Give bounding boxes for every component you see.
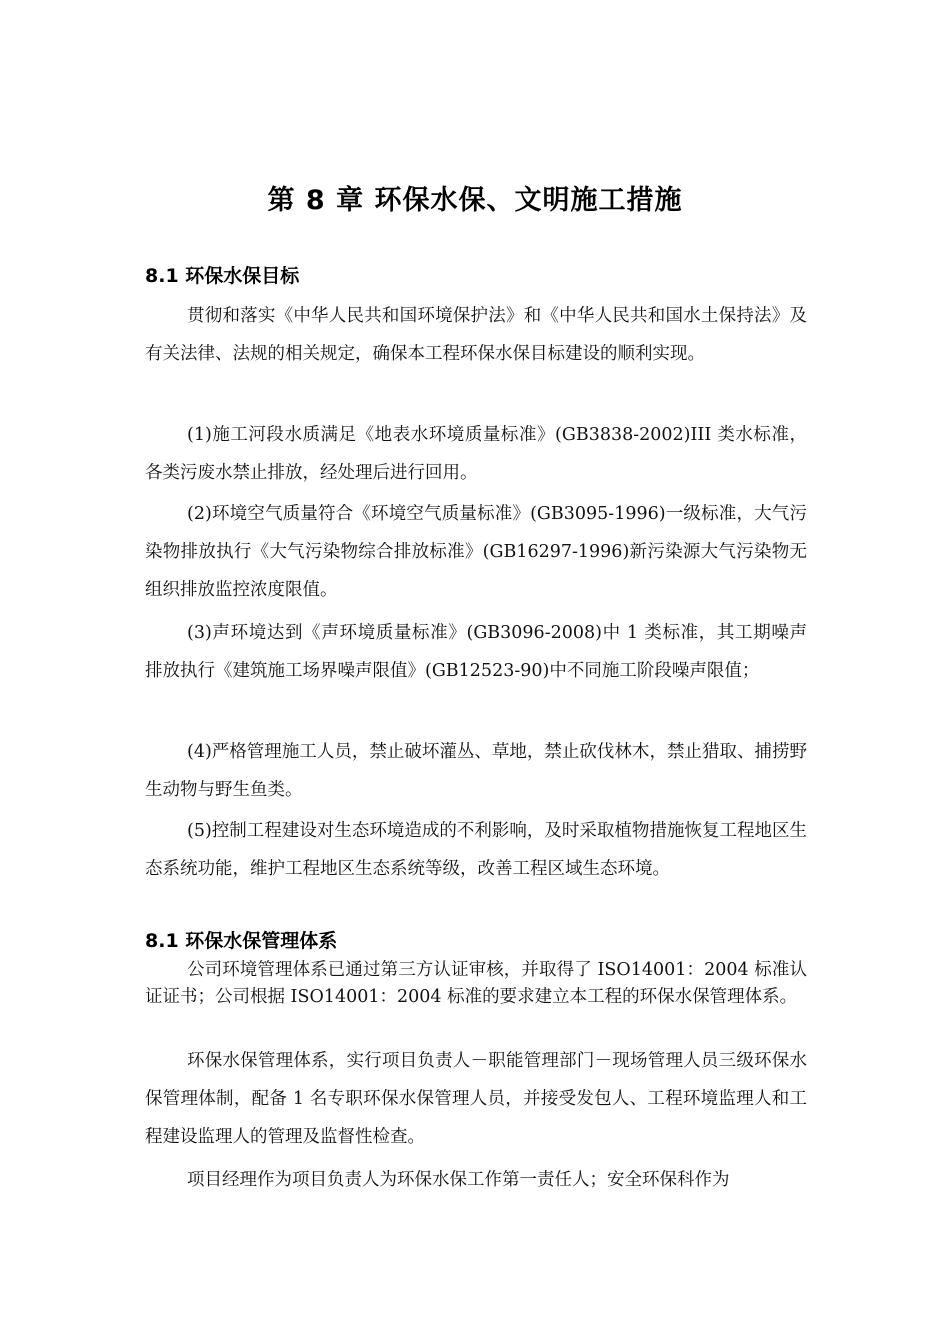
paragraph-management-system: 环保水保管理体系，实行项目负责人－职能管理部门－现场管理人员三级环保水保管理体制，配备 1 名专职环保水保管理人员，并接受发包人、工程环境监理人和工程建设监理人的管理及监督性检查。	[145, 1051, 807, 1147]
paragraph-item-5: (5)控制工程建设对生态环境造成的不利影响，及时采取植物措施恢复工程地区生态系统功能，维护工程地区生态系统等级，改善工程区域生态环境。	[145, 821, 807, 879]
paragraph-item-4: (4)严格管理施工人员，禁止破坏灌丛、草地，禁止砍伐林木，禁止猎取、捕捞野生动物与野生鱼类。	[145, 742, 807, 800]
chapter-title: 第 8 章 环保水保、文明施工措施	[267, 185, 683, 216]
paragraph-certification: 公司环境管理体系已通过第三方认证审核，并取得了 ISO14001：2004 标准认证证书；公司根据 ISO14001：2004 标准的要求建立本工程的环保水保管理体系。	[145, 960, 807, 1007]
section-heading-goals: 8.1 环保水保目标	[145, 265, 300, 287]
section-heading-system: 8.1 环保水保管理体系	[145, 930, 338, 952]
paragraph-item-3: (3)声环境达到《声环境质量标准》(GB3096-2008)中 1 类标准，其工期噪声排放执行《建筑施工场界噪声限值》(GB12523-90)中不同施工阶段噪声限值；	[145, 623, 807, 681]
paragraph-responsibility: 项目经理作为项目负责人为环保水保工作第一责任人；安全环保科作为	[187, 1170, 730, 1190]
paragraph-intro: 贯彻和落实《中华人民共和国环境保护法》和《中华人民共和国水土保持法》及有关法律、法规的相关规定，确保本工程环保水保目标建设的顺利实现。	[145, 306, 807, 364]
paragraph-item-2: (2)环境空气质量符合《环境空气质量标准》(GB3095-1996)一级标准，大气污染物排放执行《大气污染物综合排放标准》(GB16297-1996)新污染源大气污染物无组织排放监控浓度限值。	[145, 504, 807, 600]
paragraph-item-1: (1)施工河段水质满足《地表水环境质量标准》(GB3838-2002)III 类水标准，各类污废水禁止排放，经处理后进行回用。	[145, 425, 807, 483]
